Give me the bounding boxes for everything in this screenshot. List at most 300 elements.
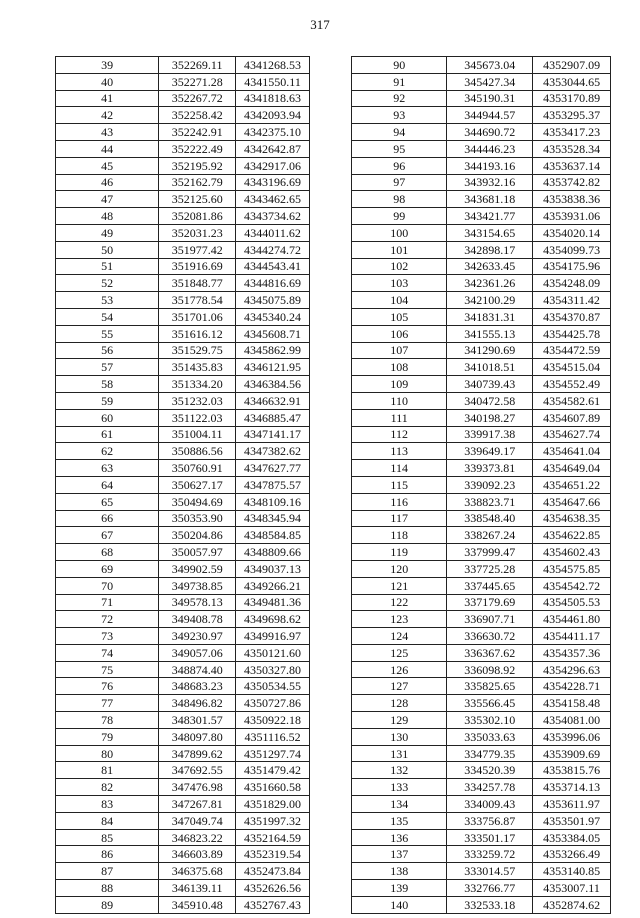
table-row [56, 712, 310, 729]
x-coordinate-cell: 333259.72 [447, 846, 533, 863]
point-number-cell: 75 [56, 661, 159, 678]
x-coordinate-cell: 335566.45 [447, 695, 533, 712]
point-number-cell: 68 [56, 544, 159, 561]
point-number-cell: 109 [352, 376, 447, 393]
point-number-cell: 66 [56, 510, 159, 527]
point-number-cell: 126 [352, 661, 447, 678]
x-coordinate-cell: 351616.12 [159, 325, 236, 342]
table-row [56, 426, 310, 443]
point-number-cell: 80 [56, 745, 159, 762]
table-row [352, 846, 611, 863]
x-coordinate-cell: 352195.92 [159, 157, 236, 174]
x-coordinate-cell: 345427.34 [447, 73, 533, 90]
point-number-cell: 106 [352, 325, 447, 342]
x-coordinate-cell: 334520.39 [447, 762, 533, 779]
x-coordinate-cell: 346603.89 [159, 846, 236, 863]
x-coordinate-cell: 349057.06 [159, 644, 236, 661]
table-row [352, 712, 611, 729]
table-row [56, 846, 310, 863]
y-coordinate-cell: 4354472.59 [533, 342, 611, 359]
y-coordinate-cell: 4351297.74 [236, 745, 310, 762]
x-coordinate-cell: 352267.72 [159, 90, 236, 107]
y-coordinate-cell: 4342375.10 [236, 124, 310, 141]
x-coordinate-cell: 350204.86 [159, 527, 236, 544]
coordinates-table-left [55, 56, 310, 914]
y-coordinate-cell: 4348584.85 [236, 527, 310, 544]
point-number-cell: 107 [352, 342, 447, 359]
x-coordinate-cell: 352242.91 [159, 124, 236, 141]
table-row [352, 174, 611, 191]
point-number-cell: 112 [352, 426, 447, 443]
x-coordinate-cell: 348301.57 [159, 712, 236, 729]
x-coordinate-cell: 351916.69 [159, 258, 236, 275]
y-coordinate-cell: 4354248.09 [533, 275, 611, 292]
y-coordinate-cell: 4344543.41 [236, 258, 310, 275]
y-coordinate-cell: 4354651.22 [533, 476, 611, 493]
y-coordinate-cell: 4348109.16 [236, 493, 310, 510]
point-number-cell: 127 [352, 678, 447, 695]
point-number-cell: 89 [56, 896, 159, 913]
point-number-cell: 71 [56, 594, 159, 611]
point-number-cell: 73 [56, 628, 159, 645]
x-coordinate-cell: 345673.04 [447, 57, 533, 74]
y-coordinate-cell: 4351829.00 [236, 796, 310, 813]
table-row [352, 812, 611, 829]
y-coordinate-cell: 4344816.69 [236, 275, 310, 292]
y-coordinate-cell: 4354425.78 [533, 325, 611, 342]
y-coordinate-cell: 4354461.80 [533, 611, 611, 628]
table-row [352, 140, 611, 157]
x-coordinate-cell: 343154.65 [447, 224, 533, 241]
table-row [56, 224, 310, 241]
y-coordinate-cell: 4346384.56 [236, 376, 310, 393]
table-row [56, 460, 310, 477]
table-row [56, 628, 310, 645]
y-coordinate-cell: 4354175.96 [533, 258, 611, 275]
table-row [56, 896, 310, 913]
point-number-cell: 79 [56, 728, 159, 745]
y-coordinate-cell: 4351116.52 [236, 728, 310, 745]
table-row [352, 224, 611, 241]
x-coordinate-cell: 351435.83 [159, 359, 236, 376]
y-coordinate-cell: 4352319.54 [236, 846, 310, 863]
table-row [56, 392, 310, 409]
x-coordinate-cell: 351122.03 [159, 409, 236, 426]
y-coordinate-cell: 4345340.24 [236, 308, 310, 325]
x-coordinate-cell: 344944.57 [447, 107, 533, 124]
y-coordinate-cell: 4354081.00 [533, 712, 611, 729]
table-row [352, 124, 611, 141]
point-number-cell: 53 [56, 292, 159, 309]
x-coordinate-cell: 348683.23 [159, 678, 236, 695]
x-coordinate-cell: 351529.75 [159, 342, 236, 359]
table-row [352, 275, 611, 292]
x-coordinate-cell: 334009.43 [447, 796, 533, 813]
table-row [352, 342, 611, 359]
y-coordinate-cell: 4354638.35 [533, 510, 611, 527]
table-row [352, 208, 611, 225]
x-coordinate-cell: 341290.69 [447, 342, 533, 359]
y-coordinate-cell: 4353815.76 [533, 762, 611, 779]
y-coordinate-cell: 4345862.99 [236, 342, 310, 359]
point-number-cell: 130 [352, 728, 447, 745]
point-number-cell: 124 [352, 628, 447, 645]
x-coordinate-cell: 349738.85 [159, 577, 236, 594]
y-coordinate-cell: 4349037.13 [236, 560, 310, 577]
y-coordinate-cell: 4345075.89 [236, 292, 310, 309]
point-number-cell: 61 [56, 426, 159, 443]
table-row [56, 157, 310, 174]
table-row [352, 896, 611, 913]
y-coordinate-cell: 4347627.77 [236, 460, 310, 477]
point-number-cell: 138 [352, 863, 447, 880]
y-coordinate-cell: 4354607.89 [533, 409, 611, 426]
x-coordinate-cell: 350353.90 [159, 510, 236, 527]
table-row [352, 392, 611, 409]
point-number-cell: 87 [56, 863, 159, 880]
table-row [352, 644, 611, 661]
y-coordinate-cell: 4354649.04 [533, 460, 611, 477]
point-number-cell: 44 [56, 140, 159, 157]
x-coordinate-cell: 338548.40 [447, 510, 533, 527]
x-coordinate-cell: 339092.23 [447, 476, 533, 493]
y-coordinate-cell: 4352626.56 [236, 880, 310, 897]
table-row [56, 359, 310, 376]
point-number-cell: 54 [56, 308, 159, 325]
coordinates-table-right [351, 56, 611, 914]
y-coordinate-cell: 4353637.14 [533, 157, 611, 174]
y-coordinate-cell: 4344274.72 [236, 241, 310, 258]
y-coordinate-cell: 4347382.62 [236, 443, 310, 460]
x-coordinate-cell: 341831.31 [447, 308, 533, 325]
x-coordinate-cell: 351701.06 [159, 308, 236, 325]
table-row [56, 560, 310, 577]
point-number-cell: 128 [352, 695, 447, 712]
y-coordinate-cell: 4348809.66 [236, 544, 310, 561]
y-coordinate-cell: 4354641.04 [533, 443, 611, 460]
x-coordinate-cell: 333014.57 [447, 863, 533, 880]
point-number-cell: 81 [56, 762, 159, 779]
table-row [352, 57, 611, 74]
y-coordinate-cell: 4350922.18 [236, 712, 310, 729]
x-coordinate-cell: 343421.77 [447, 208, 533, 225]
y-coordinate-cell: 4345608.71 [236, 325, 310, 342]
y-coordinate-cell: 4354582.61 [533, 392, 611, 409]
point-number-cell: 90 [352, 57, 447, 74]
table-row [56, 241, 310, 258]
table-row [352, 409, 611, 426]
point-number-cell: 108 [352, 359, 447, 376]
y-coordinate-cell: 4352473.84 [236, 863, 310, 880]
point-number-cell: 103 [352, 275, 447, 292]
point-number-cell: 85 [56, 829, 159, 846]
table-row [56, 140, 310, 157]
point-number-cell: 133 [352, 779, 447, 796]
x-coordinate-cell: 339373.81 [447, 460, 533, 477]
table-row [56, 493, 310, 510]
table-row [352, 107, 611, 124]
y-coordinate-cell: 4350327.80 [236, 661, 310, 678]
point-number-cell: 78 [56, 712, 159, 729]
y-coordinate-cell: 4349266.21 [236, 577, 310, 594]
x-coordinate-cell: 332533.18 [447, 896, 533, 913]
table-row [352, 560, 611, 577]
x-coordinate-cell: 347267.81 [159, 796, 236, 813]
x-coordinate-cell: 352081.86 [159, 208, 236, 225]
x-coordinate-cell: 350494.69 [159, 493, 236, 510]
x-coordinate-cell: 335033.63 [447, 728, 533, 745]
y-coordinate-cell: 4353384.05 [533, 829, 611, 846]
point-number-cell: 65 [56, 493, 159, 510]
point-number-cell: 58 [56, 376, 159, 393]
x-coordinate-cell: 349408.78 [159, 611, 236, 628]
table-row [352, 594, 611, 611]
point-number-cell: 137 [352, 846, 447, 863]
y-coordinate-cell: 4351660.58 [236, 779, 310, 796]
x-coordinate-cell: 337725.28 [447, 560, 533, 577]
point-number-cell: 113 [352, 443, 447, 460]
x-coordinate-cell: 340198.27 [447, 409, 533, 426]
point-number-cell: 48 [56, 208, 159, 225]
table-row [352, 90, 611, 107]
point-number-cell: 99 [352, 208, 447, 225]
table-row [352, 308, 611, 325]
x-coordinate-cell: 342633.45 [447, 258, 533, 275]
point-number-cell: 57 [56, 359, 159, 376]
y-coordinate-cell: 4342917.06 [236, 157, 310, 174]
point-number-cell: 118 [352, 527, 447, 544]
table-row [352, 661, 611, 678]
table-row [352, 359, 611, 376]
x-coordinate-cell: 351232.03 [159, 392, 236, 409]
table-row [56, 695, 310, 712]
table-row [352, 628, 611, 645]
y-coordinate-cell: 4352164.59 [236, 829, 310, 846]
x-coordinate-cell: 352271.28 [159, 73, 236, 90]
point-number-cell: 49 [56, 224, 159, 241]
x-coordinate-cell: 339917.38 [447, 426, 533, 443]
point-number-cell: 69 [56, 560, 159, 577]
x-coordinate-cell: 352125.60 [159, 191, 236, 208]
point-number-cell: 64 [56, 476, 159, 493]
x-coordinate-cell: 347476.98 [159, 779, 236, 796]
y-coordinate-cell: 4354627.74 [533, 426, 611, 443]
x-coordinate-cell: 352222.49 [159, 140, 236, 157]
point-number-cell: 97 [352, 174, 447, 191]
x-coordinate-cell: 351848.77 [159, 275, 236, 292]
table-row [352, 678, 611, 695]
x-coordinate-cell: 351977.42 [159, 241, 236, 258]
point-number-cell: 86 [56, 846, 159, 863]
x-coordinate-cell: 344193.16 [447, 157, 533, 174]
y-coordinate-cell: 4354575.85 [533, 560, 611, 577]
table-row [56, 796, 310, 813]
x-coordinate-cell: 350886.56 [159, 443, 236, 460]
table-row [352, 796, 611, 813]
y-coordinate-cell: 4354099.73 [533, 241, 611, 258]
x-coordinate-cell: 346375.68 [159, 863, 236, 880]
point-number-cell: 140 [352, 896, 447, 913]
point-number-cell: 94 [352, 124, 447, 141]
table-row [352, 695, 611, 712]
point-number-cell: 51 [56, 258, 159, 275]
x-coordinate-cell: 344690.72 [447, 124, 533, 141]
y-coordinate-cell: 4343196.69 [236, 174, 310, 191]
point-number-cell: 59 [56, 392, 159, 409]
x-coordinate-cell: 336630.72 [447, 628, 533, 645]
point-number-cell: 39 [56, 57, 159, 74]
table-row [56, 863, 310, 880]
point-number-cell: 111 [352, 409, 447, 426]
x-coordinate-cell: 349902.59 [159, 560, 236, 577]
table-row [352, 376, 611, 393]
y-coordinate-cell: 4341268.53 [236, 57, 310, 74]
x-coordinate-cell: 348097.80 [159, 728, 236, 745]
point-number-cell: 114 [352, 460, 447, 477]
point-number-cell: 101 [352, 241, 447, 258]
point-number-cell: 92 [352, 90, 447, 107]
table-row [56, 728, 310, 745]
table-row [352, 73, 611, 90]
point-number-cell: 139 [352, 880, 447, 897]
point-number-cell: 70 [56, 577, 159, 594]
x-coordinate-cell: 338823.71 [447, 493, 533, 510]
table-row [352, 829, 611, 846]
point-number-cell: 125 [352, 644, 447, 661]
x-coordinate-cell: 347899.62 [159, 745, 236, 762]
table-row [56, 292, 310, 309]
table-row [56, 594, 310, 611]
table-row [352, 292, 611, 309]
point-number-cell: 91 [352, 73, 447, 90]
y-coordinate-cell: 4344011.62 [236, 224, 310, 241]
table-row [352, 577, 611, 594]
x-coordinate-cell: 343932.16 [447, 174, 533, 191]
y-coordinate-cell: 4353266.49 [533, 846, 611, 863]
y-coordinate-cell: 4353170.89 [533, 90, 611, 107]
x-coordinate-cell: 336907.71 [447, 611, 533, 628]
point-number-cell: 77 [56, 695, 159, 712]
table-row [352, 460, 611, 477]
table-row [56, 880, 310, 897]
table-row [352, 325, 611, 342]
point-number-cell: 120 [352, 560, 447, 577]
y-coordinate-cell: 4353996.06 [533, 728, 611, 745]
table-row [56, 577, 310, 594]
table-row [56, 544, 310, 561]
point-number-cell: 135 [352, 812, 447, 829]
y-coordinate-cell: 4352907.09 [533, 57, 611, 74]
y-coordinate-cell: 4349916.97 [236, 628, 310, 645]
table-row [352, 762, 611, 779]
table-row [56, 476, 310, 493]
table-row [56, 661, 310, 678]
y-coordinate-cell: 4354370.87 [533, 308, 611, 325]
point-number-cell: 129 [352, 712, 447, 729]
x-coordinate-cell: 352162.79 [159, 174, 236, 191]
point-number-cell: 42 [56, 107, 159, 124]
y-coordinate-cell: 4351997.32 [236, 812, 310, 829]
x-coordinate-cell: 347049.74 [159, 812, 236, 829]
table-row [352, 779, 611, 796]
point-number-cell: 83 [56, 796, 159, 813]
point-number-cell: 45 [56, 157, 159, 174]
x-coordinate-cell: 352258.42 [159, 107, 236, 124]
y-coordinate-cell: 4353044.65 [533, 73, 611, 90]
table-row [352, 527, 611, 544]
table-row [56, 174, 310, 191]
point-number-cell: 72 [56, 611, 159, 628]
x-coordinate-cell: 336367.62 [447, 644, 533, 661]
x-coordinate-cell: 340472.58 [447, 392, 533, 409]
y-coordinate-cell: 4354602.43 [533, 544, 611, 561]
y-coordinate-cell: 4348345.94 [236, 510, 310, 527]
table-row [56, 325, 310, 342]
point-number-cell: 117 [352, 510, 447, 527]
x-coordinate-cell: 343681.18 [447, 191, 533, 208]
table-row [56, 829, 310, 846]
point-number-cell: 67 [56, 527, 159, 544]
table-row [56, 258, 310, 275]
x-coordinate-cell: 334779.35 [447, 745, 533, 762]
y-coordinate-cell: 4354020.14 [533, 224, 611, 241]
y-coordinate-cell: 4354505.53 [533, 594, 611, 611]
x-coordinate-cell: 352031.23 [159, 224, 236, 241]
x-coordinate-cell: 342898.17 [447, 241, 533, 258]
table-row [56, 208, 310, 225]
y-coordinate-cell: 4341818.63 [236, 90, 310, 107]
y-coordinate-cell: 4352874.62 [533, 896, 611, 913]
y-coordinate-cell: 4354296.63 [533, 661, 611, 678]
table-row [56, 779, 310, 796]
table-row [56, 275, 310, 292]
point-number-cell: 119 [352, 544, 447, 561]
point-number-cell: 100 [352, 224, 447, 241]
point-number-cell: 98 [352, 191, 447, 208]
y-coordinate-cell: 4354542.72 [533, 577, 611, 594]
y-coordinate-cell: 4342642.87 [236, 140, 310, 157]
point-number-cell: 102 [352, 258, 447, 275]
y-coordinate-cell: 4353295.37 [533, 107, 611, 124]
y-coordinate-cell: 4353714.13 [533, 779, 611, 796]
y-coordinate-cell: 4354552.49 [533, 376, 611, 393]
point-number-cell: 134 [352, 796, 447, 813]
x-coordinate-cell: 350760.91 [159, 460, 236, 477]
point-number-cell: 47 [56, 191, 159, 208]
x-coordinate-cell: 342100.29 [447, 292, 533, 309]
point-number-cell: 122 [352, 594, 447, 611]
table-row [56, 342, 310, 359]
y-coordinate-cell: 4341550.11 [236, 73, 310, 90]
point-number-cell: 121 [352, 577, 447, 594]
table-row [56, 812, 310, 829]
y-coordinate-cell: 4347141.17 [236, 426, 310, 443]
table-row [56, 191, 310, 208]
y-coordinate-cell: 4343734.62 [236, 208, 310, 225]
point-number-cell: 60 [56, 409, 159, 426]
y-coordinate-cell: 4353007.11 [533, 880, 611, 897]
table-row [352, 611, 611, 628]
y-coordinate-cell: 4353742.82 [533, 174, 611, 191]
table-row [56, 762, 310, 779]
x-coordinate-cell: 350627.17 [159, 476, 236, 493]
point-number-cell: 46 [56, 174, 159, 191]
table-row [352, 258, 611, 275]
y-coordinate-cell: 4354622.85 [533, 527, 611, 544]
table-row [56, 611, 310, 628]
point-number-cell: 56 [56, 342, 159, 359]
x-coordinate-cell: 334257.78 [447, 779, 533, 796]
